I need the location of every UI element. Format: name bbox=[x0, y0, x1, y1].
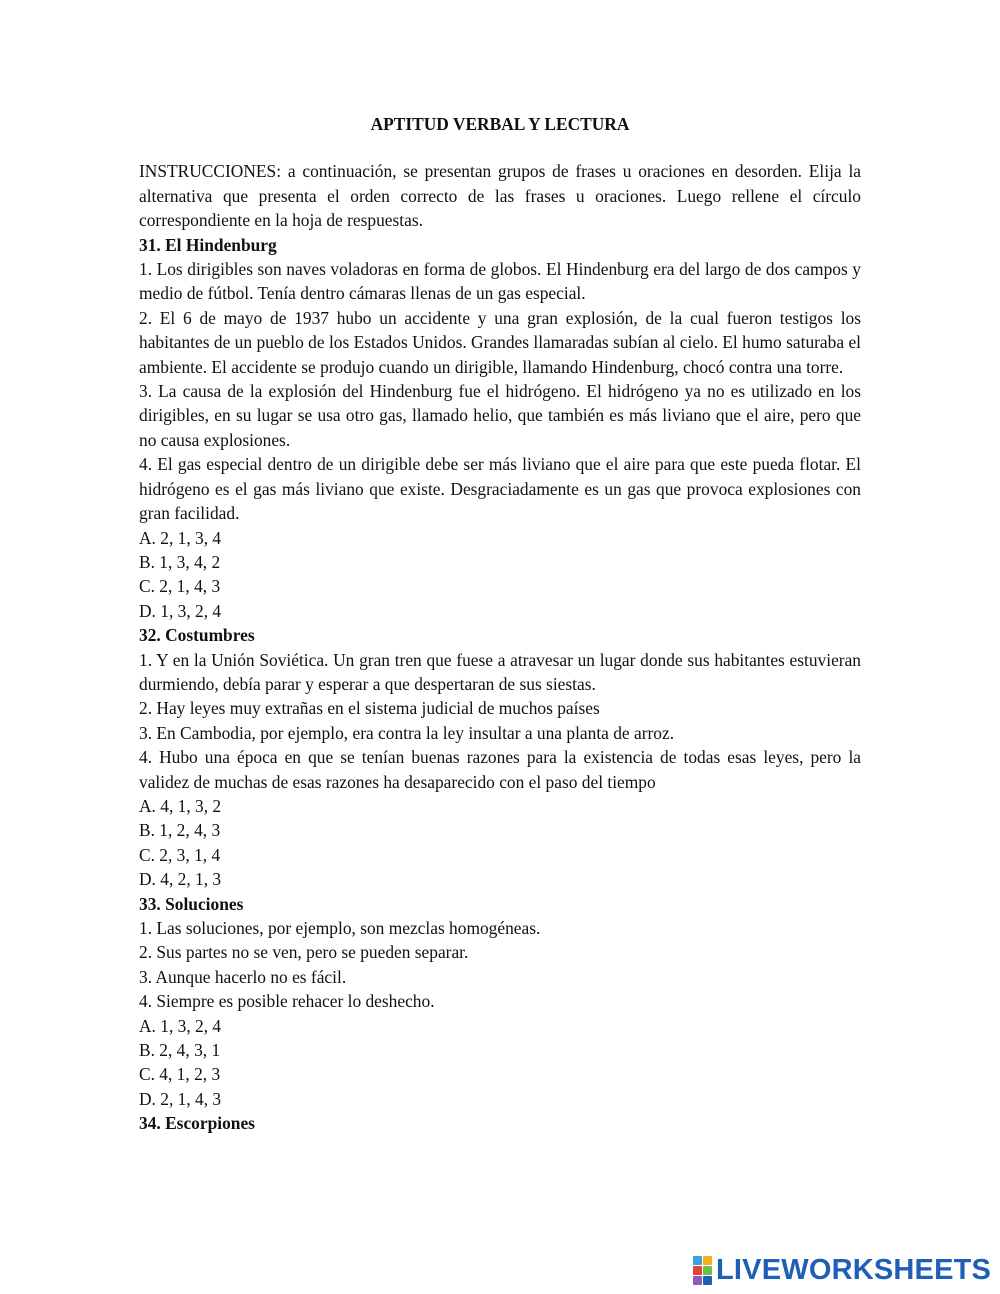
sentence-item: 1. Las soluciones, por ejemplo, son mezclas homogéneas. bbox=[139, 918, 541, 938]
answer-option: D. 4, 2, 1, 3 bbox=[139, 869, 222, 890]
questions-list bbox=[139, 233, 861, 1136]
logo-text: LIVEWORKSHEETS bbox=[716, 1253, 992, 1286]
question-heading: 32. Costumbres bbox=[139, 625, 255, 646]
logo-square bbox=[693, 1266, 702, 1275]
answer-option: D. 2, 1, 4, 3 bbox=[139, 1088, 222, 1109]
answer-option: C. 2, 3, 1, 4 bbox=[139, 844, 221, 865]
liveworksheets-logo bbox=[693, 1254, 991, 1286]
logo-grid-icon bbox=[693, 1256, 712, 1284]
answer-option: C. 4, 1, 2, 3 bbox=[139, 1064, 221, 1085]
logo-square bbox=[693, 1256, 702, 1265]
logo-square bbox=[703, 1256, 712, 1265]
logo-square bbox=[703, 1276, 712, 1285]
sentence-item: 2. Hay leyes muy extrañas en el sistema judicial de muchos países bbox=[139, 698, 600, 719]
answer-option: B. 1, 2, 4, 3 bbox=[139, 820, 221, 841]
page-title: APTITUD VERBAL Y LECTURA bbox=[370, 114, 630, 134]
sentence-item: 2. El 6 de mayo de 1937 hubo un accidente y una gran explosión, de la cual fueron testigos los habitantes de un pueblo de los Estados Unidos. Grandes llamaradas subían al cielo. El humo saturaba el ambiente. El accidente se produjo cuando un dirigible, llamando Hindenburg, chocó contra una torre. bbox=[139, 307, 861, 377]
logo-square bbox=[703, 1266, 712, 1275]
answer-option: B. 2, 4, 3, 1 bbox=[139, 1040, 221, 1061]
sentence-item: 3. En Cambodia, por ejemplo, era contra la ley insultar a una planta de arroz. bbox=[139, 722, 675, 743]
sentence-item: 4. El gas especial dentro de un dirigible debe ser más liviano que el aire para que este pueda flotar. El hidrógeno es el gas más liviano que existe. Desgraciadamente es un gas que provoca explosiones con gran facilidad. bbox=[139, 454, 861, 524]
sentence-item: 1. Los dirigibles son naves voladoras en forma de globos. El Hindenburg era del largo de dos campos y medio de fútbol. Tenía dentro cámaras llenas de un gas especial. bbox=[139, 259, 861, 304]
sentence-item: 4. Hubo una época en que se tenían buenas razones para la existencia de todas esas leyes, pero la validez de muchas de esas razones ha desaparecido con el paso del tiempo bbox=[139, 747, 861, 792]
answer-option: B. 1, 3, 4, 2 bbox=[139, 551, 221, 572]
answer-option: A. 2, 1, 3, 4 bbox=[139, 527, 222, 548]
question-heading: 33. Soluciones bbox=[139, 893, 244, 914]
answer-option: A. 4, 1, 3, 2 bbox=[139, 795, 222, 816]
question-heading: 31. El Hindenburg bbox=[139, 234, 277, 255]
worksheet-page bbox=[139, 112, 861, 1136]
sentence-item: 4. Siempre es posible rehacer lo deshecho. bbox=[139, 991, 435, 1012]
answer-option: C. 2, 1, 4, 3 bbox=[139, 576, 221, 597]
sentence-item: 2. Sus partes no se ven, pero se pueden separar. bbox=[139, 942, 469, 963]
logo-square bbox=[693, 1276, 702, 1285]
instructions-text: INSTRUCCIONES: a continuación, se presentan grupos de frases u oraciones en desorden. Elija la alternativa que presenta el orden correcto de las frases u oraciones. Luego rellene el círculo correspondiente en la hoja de respuestas. bbox=[139, 161, 861, 231]
sentence-item: 3. La causa de la explosión del Hindenburg fue el hidrógeno. El hidrógeno ya no es utilizado en los dirigibles, en su lugar se usa otro gas, llamado helio, que también es más liviano que el aire, pero que no causa explosiones. bbox=[139, 381, 861, 450]
sentence-item: 1. Y en la Unión Soviética. Un gran tren que fuese a atravesar un lugar donde sus habitantes estuvieran durmiendo, debía parar y esperar a que despertaran de sus siestas. bbox=[139, 649, 861, 694]
answer-option: A. 1, 3, 2, 4 bbox=[139, 1015, 222, 1036]
sentence-item: 3. Aunque hacerlo no es fácil. bbox=[139, 966, 347, 987]
question-heading: 34. Escorpiones bbox=[139, 1113, 255, 1134]
answer-option: D. 1, 3, 2, 4 bbox=[139, 600, 222, 621]
